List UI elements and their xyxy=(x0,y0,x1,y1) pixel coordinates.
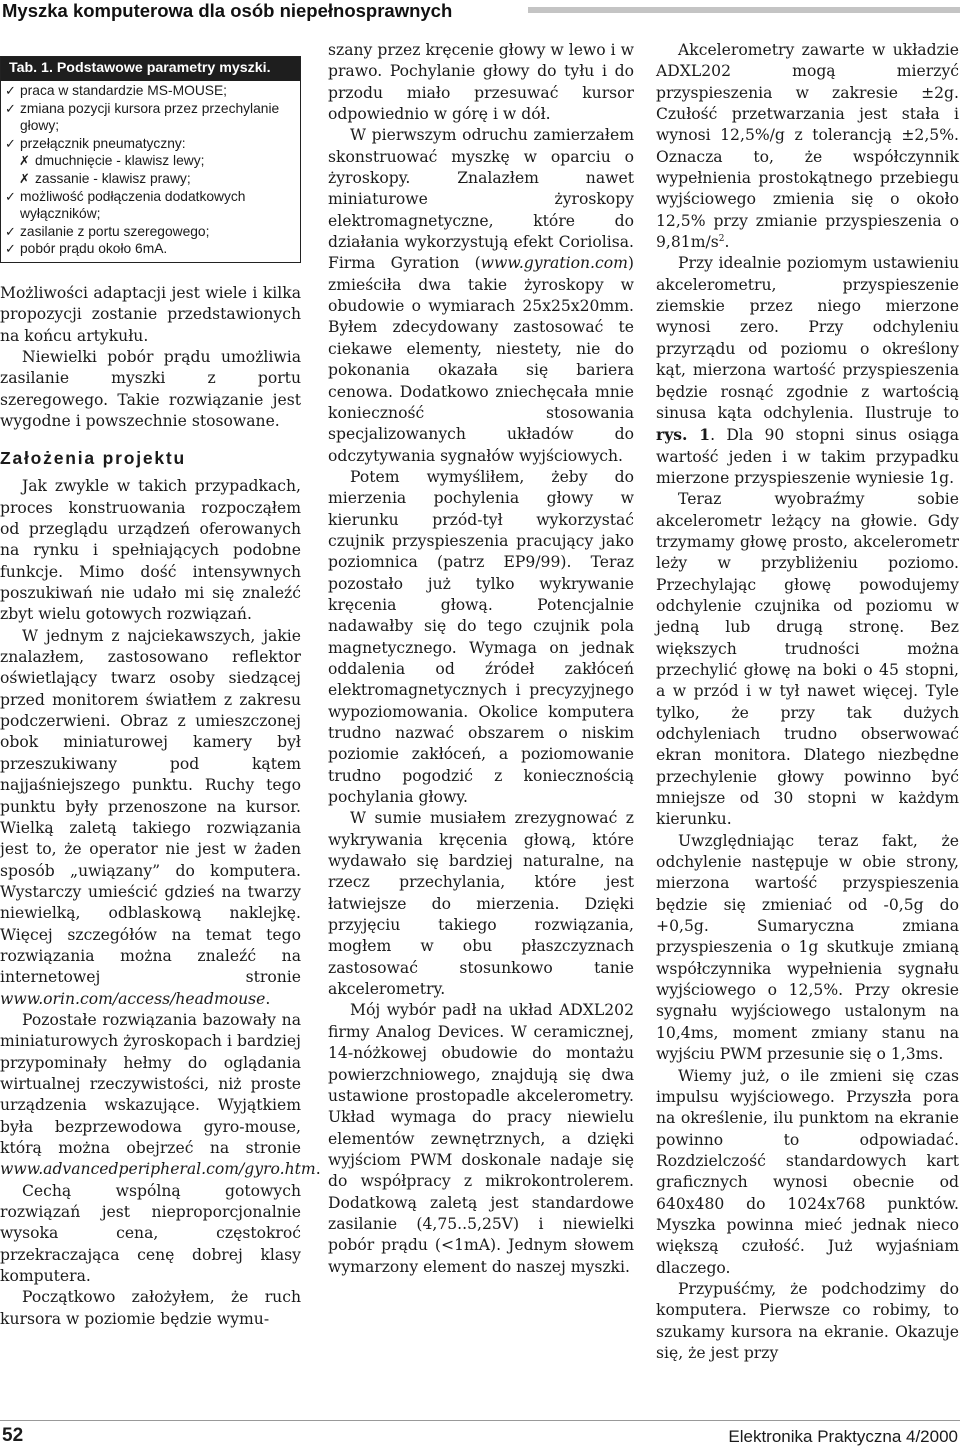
paragraph xyxy=(656,40,959,253)
paragraph-text: Akcelerometry zawarte w układzie ADXL202 mogą mierzyć przyspieszenia w zakresie ±2g. Czułość przetwarzania jest stała i wynosi 12,5%/g z tolerancją ±2,5%. Oznacza to, że współczynnik wypełnienia prostokątnego przebiegu wyjściowego zmienia się o około 12,5% przy zmianie przyspieszenia o 9,81m/s xyxy=(656,41,959,252)
footer-rule xyxy=(0,1420,960,1421)
parameters-table xyxy=(0,56,301,263)
paragraph: Mój wybór padł na układ ADXL202 firmy Analog Devices. W ceramicznej, 14-nóżkowej obudowie do montażu powierzchniowego, znajdują się dwa ustawione prostopadle akcelerometry. Układ wymaga do pracy niewielu elementów zewnętrznych, a dzięki wyjściom PWM doskonale nadaje się do współpracy z mikrokontrolerem. Dodatkową zaletą jest standardowe zasilanie (4,75..5,25V) i niewielki pobór prądu (<1mA). Jednym słowem wymarzony element do naszej myszki. xyxy=(328,1001,634,1276)
column-2 xyxy=(328,40,634,1278)
url-link[interactable]: www.orin.com/access/headmouse xyxy=(0,989,266,1008)
paragraph: Uwzględniając teraz fakt, że odchylenie następuje w obie strony, mierzona wartość przyspieszenia będzie się zmieniać od -0,5g do +0,5g. Sumaryczna zmiana przyspieszenia o 1g skutkuje zmianą współczynnika wypełnienia sygnału wyjściowego o 12,5%. Przy okresie sygnału wyjściowego ustalonym na 10,4ms, moment zmiany stanu na wyjściu PWM przesunie się o 1,3ms. xyxy=(656,831,959,1064)
paragraph: szany przez kręcenie głowy w lewo i w prawo. Pochylanie głowy do tyłu i do przodu miało przesuwać kursor odpowiednio w górę i w dół. xyxy=(328,41,634,124)
table-list-item xyxy=(5,240,296,258)
paragraph xyxy=(0,626,301,1010)
table-list-item xyxy=(5,223,296,241)
superscript: 2 xyxy=(718,233,725,244)
paragraph: Jak zwykle w takich przypadkach, proces konstruowania rozpocząłem od przeglądu urządzeń oferowanych na rynku i spełniających podobne funkcje. Mimo dość intensywnych poszukiwań nie udało mi się znaleźć zbyt wielu gotowych rozwiązań. xyxy=(0,477,301,624)
table-list-item xyxy=(5,152,296,170)
column-3 xyxy=(656,40,959,1364)
paragraph-text: ) zmieściła dwa takie żyroskopy w obudowie o wymiarach 25x25x20mm. Byłem zdecydowany zastosować te ciekawe elementy, niestety, nie do pokonania okazała się bariera cenowa. Dodatkowo zniechęcała mnie konieczność stosowania specjalizowanych układów do odczytywania sygnałów wyjściowych. xyxy=(328,254,634,465)
journal-name: Elektronika Praktyczna 4/2000 xyxy=(728,1427,958,1446)
running-title: Myszka komputerowa dla osób niepełnosprawnych xyxy=(2,0,453,21)
table-list-item xyxy=(5,82,296,100)
cross-icon: ✗ xyxy=(19,153,30,169)
punctuation: . xyxy=(265,989,271,1008)
page-header xyxy=(0,0,960,30)
checkmark-icon: ✓ xyxy=(5,135,16,151)
paragraph-text: . Dla 90 stopni sinus osiąga wartość jeden i w takim przypadku mierzone przyspieszenie wyniesie 1g. xyxy=(656,426,959,487)
checkmark-icon: ✓ xyxy=(5,188,16,204)
paragraph: Wiemy już, o ile zmieni się czas impulsu wyjściowego. Przyszła pora na określenie, ilu punktom na ekranie powinno to odpowiadać. Rozdzielczość standardowych kart graficznych wynosi obecnie od 640x480 do 1024x768 punktów. Myszka powinna mieć jednak nieco większą czułość. Już wyjaśniam dlaczego. xyxy=(656,1066,959,1277)
paragraph-text: W pierwszym odruchu zamierzałem skonstruować myszkę w oparciu o żyroskopy. Znalazłem nawet miniaturowe żyroskopy elektromagnetyczne, które do działania wykorzystują efekt Coriolisa. Firma Gyration ( xyxy=(328,126,634,273)
figure-reference: rys. 1 xyxy=(656,425,711,445)
paragraph xyxy=(0,1010,321,1181)
paragraph-text: Przy idealnie poziomym ustawieniu akcelerometru, przyspieszenie ziemskie przez niego mierzone wynosi zero. Przy odchyleniu przyrządu od poziomu o określony kąt, mierzona wartość przyspieszenia będzie rosnąć zgodnie z wartością sinusa kąta odchylenia. Ilustruje to xyxy=(656,254,959,422)
paragraph: Niewielki pobór prądu umożliwia zasilanie myszki z portu szeregowego. Takie rozwiązanie jest wygodne i powszechnie stosowane. xyxy=(0,347,301,430)
table-item-text: możliwość podłączenia dodatkowych wyłączników; xyxy=(20,188,246,222)
paragraph: Potem wymyśliłem, żeby do mierzenia pochylenia głowy w kierunku przód-tył wykorzystać czujnik przyspieszenia pracujący jako poziomnica (patrz EP9/99). Teraz pozostało już tylko wykrywanie kręcenia głową. Potencjalnie nadawałby się do tego czujnik pola magnetycznego. Wymaga on jednak oddalenia od źródeł zakłóceń elektromagnetycznych i precyzyjnego wypoziomowania. Okolice komputera trudno nazwać obszarem o niskim poziomie zakłóceń, a poziomowanie trudno pogodzić z koniecznością pochylania głowy. xyxy=(328,467,634,807)
checkmark-icon: ✓ xyxy=(5,223,16,239)
checkmark-icon: ✓ xyxy=(5,241,16,257)
paragraph: Teraz wyobraźmy sobie akcelerometr leżący na głowie. Gdy trzymamy głowę prosto, akcelerometr leży w przybliżeniu poziomo. Przechylając głowę powodujemy odchylenie czujnika od poziomu w jedną lub drugą stronę. Bez większych trudności można przechylić głowę na boki o 45 stopni, a w przód i w tył nawet więcej. Tyle tylko, że przy tak dużych odchyleniach trudno obserwować ekran monitora. Dlatego niezbędne przechylenie głowy powinno być mniejsze od 30 stopni w każdym kierunku. xyxy=(656,490,959,829)
table-title: Tab. 1. Podstawowe parametry myszki. xyxy=(1,57,300,81)
url-link[interactable]: www.advancedperipheral.com/gyro.htm xyxy=(0,1160,316,1179)
page-number: 52 xyxy=(2,1425,24,1446)
table-list-item xyxy=(5,170,296,188)
table-item-text: zassanie - klawisz prawy; xyxy=(35,170,191,186)
table-item-text: zmiana pozycji kursora przez przechylanie głowy; xyxy=(20,100,280,134)
table-list-item xyxy=(5,188,296,223)
paragraph-text: Pozostałe rozwiązania bazowały na miniaturowych żyroskopach i bardziej przypominały hełmy do oglądania wirtualnej rzeczywistości, niż proste urządzenia wskazujące. Wyjątkiem była bezprzewodowa gyro-mouse, którą można obejrzeć na stronie xyxy=(0,1010,301,1157)
table-list-item xyxy=(5,135,296,153)
paragraph: Możliwości adaptacji jest wiele i kilka propozycji zostanie przedstawionych na końcu artykułu. xyxy=(0,283,301,345)
checkmark-icon: ✓ xyxy=(5,100,16,116)
paragraph-text: W jednym z najciekawszych, jakie znalazłem, zastosowano reflektor oświetlający twarz osoby siedzącej przed monitorem światłem z zakresu podczerwieni. Obraz z umieszczonej obok miniaturowej kamery był przeszukiwany pod kątem najjaśniejszego punktu. Ruchy tego punktu były przenoszone na kursor. Wielką zaletą takiego rozwiązania jest to, że operator nie jest w żaden sposób „uwiązany” do komputera. Wystarczy umieścić gdzieś na twarzy niewielką, odblaskową naklejkę. Więcej szczegółów na temat tego rozwiązania można znaleźć na internetowej stronie xyxy=(0,626,301,987)
paragraph: W sumie musiałem zrezygnować z wykrywania kręcenia głową, które wydawało się bardziej naturalne, na rzecz przechylania, które jest łatwiejsze do mierzenia. Dzięki przyjęciu takiego rozwiązania, mogłem w obu płaszczyznach zastosować stosunkowo tanie akcelerometry. xyxy=(328,809,634,999)
checkmark-icon: ✓ xyxy=(5,83,16,98)
paragraph: Początkowo założyłem, że ruch kursora w poziomie będzie wymu- xyxy=(0,1288,301,1328)
punctuation: . xyxy=(724,233,730,252)
paragraph xyxy=(328,125,634,467)
paragraph: Przypuśćmy, że podchodzimy do komputera. Pierwsze co robimy, to szukamy kursora na ekranie. Okazuje się, że jest przy xyxy=(656,1279,959,1362)
table-item-text: praca w standardzie MS-MOUSE; xyxy=(20,83,228,98)
table-item-text: zasilanie z portu szeregowego; xyxy=(20,223,210,239)
column-1 xyxy=(0,56,321,1330)
table-item-text: dmuchnięcie - klawisz lewy; xyxy=(35,153,205,169)
paragraph xyxy=(656,253,959,489)
table-list xyxy=(1,81,300,258)
url-link[interactable]: www.gyration.com xyxy=(480,254,628,273)
section-heading: Założenia projektu xyxy=(0,448,187,469)
cross-icon: ✗ xyxy=(19,170,30,186)
table-list-item xyxy=(5,100,296,135)
paragraph: Cechą wspólną gotowych rozwiązań jest nieproporcjonalnie wysoka cena, częstokroć przekraczająca cenę dobrej klasy komputera. xyxy=(0,1181,301,1286)
table-item-text: pobór prądu około 6mA. xyxy=(20,241,168,257)
punctuation: . xyxy=(315,1160,321,1179)
header-rule xyxy=(528,7,960,13)
table-item-text: przełącznik pneumatyczny: xyxy=(20,135,186,151)
